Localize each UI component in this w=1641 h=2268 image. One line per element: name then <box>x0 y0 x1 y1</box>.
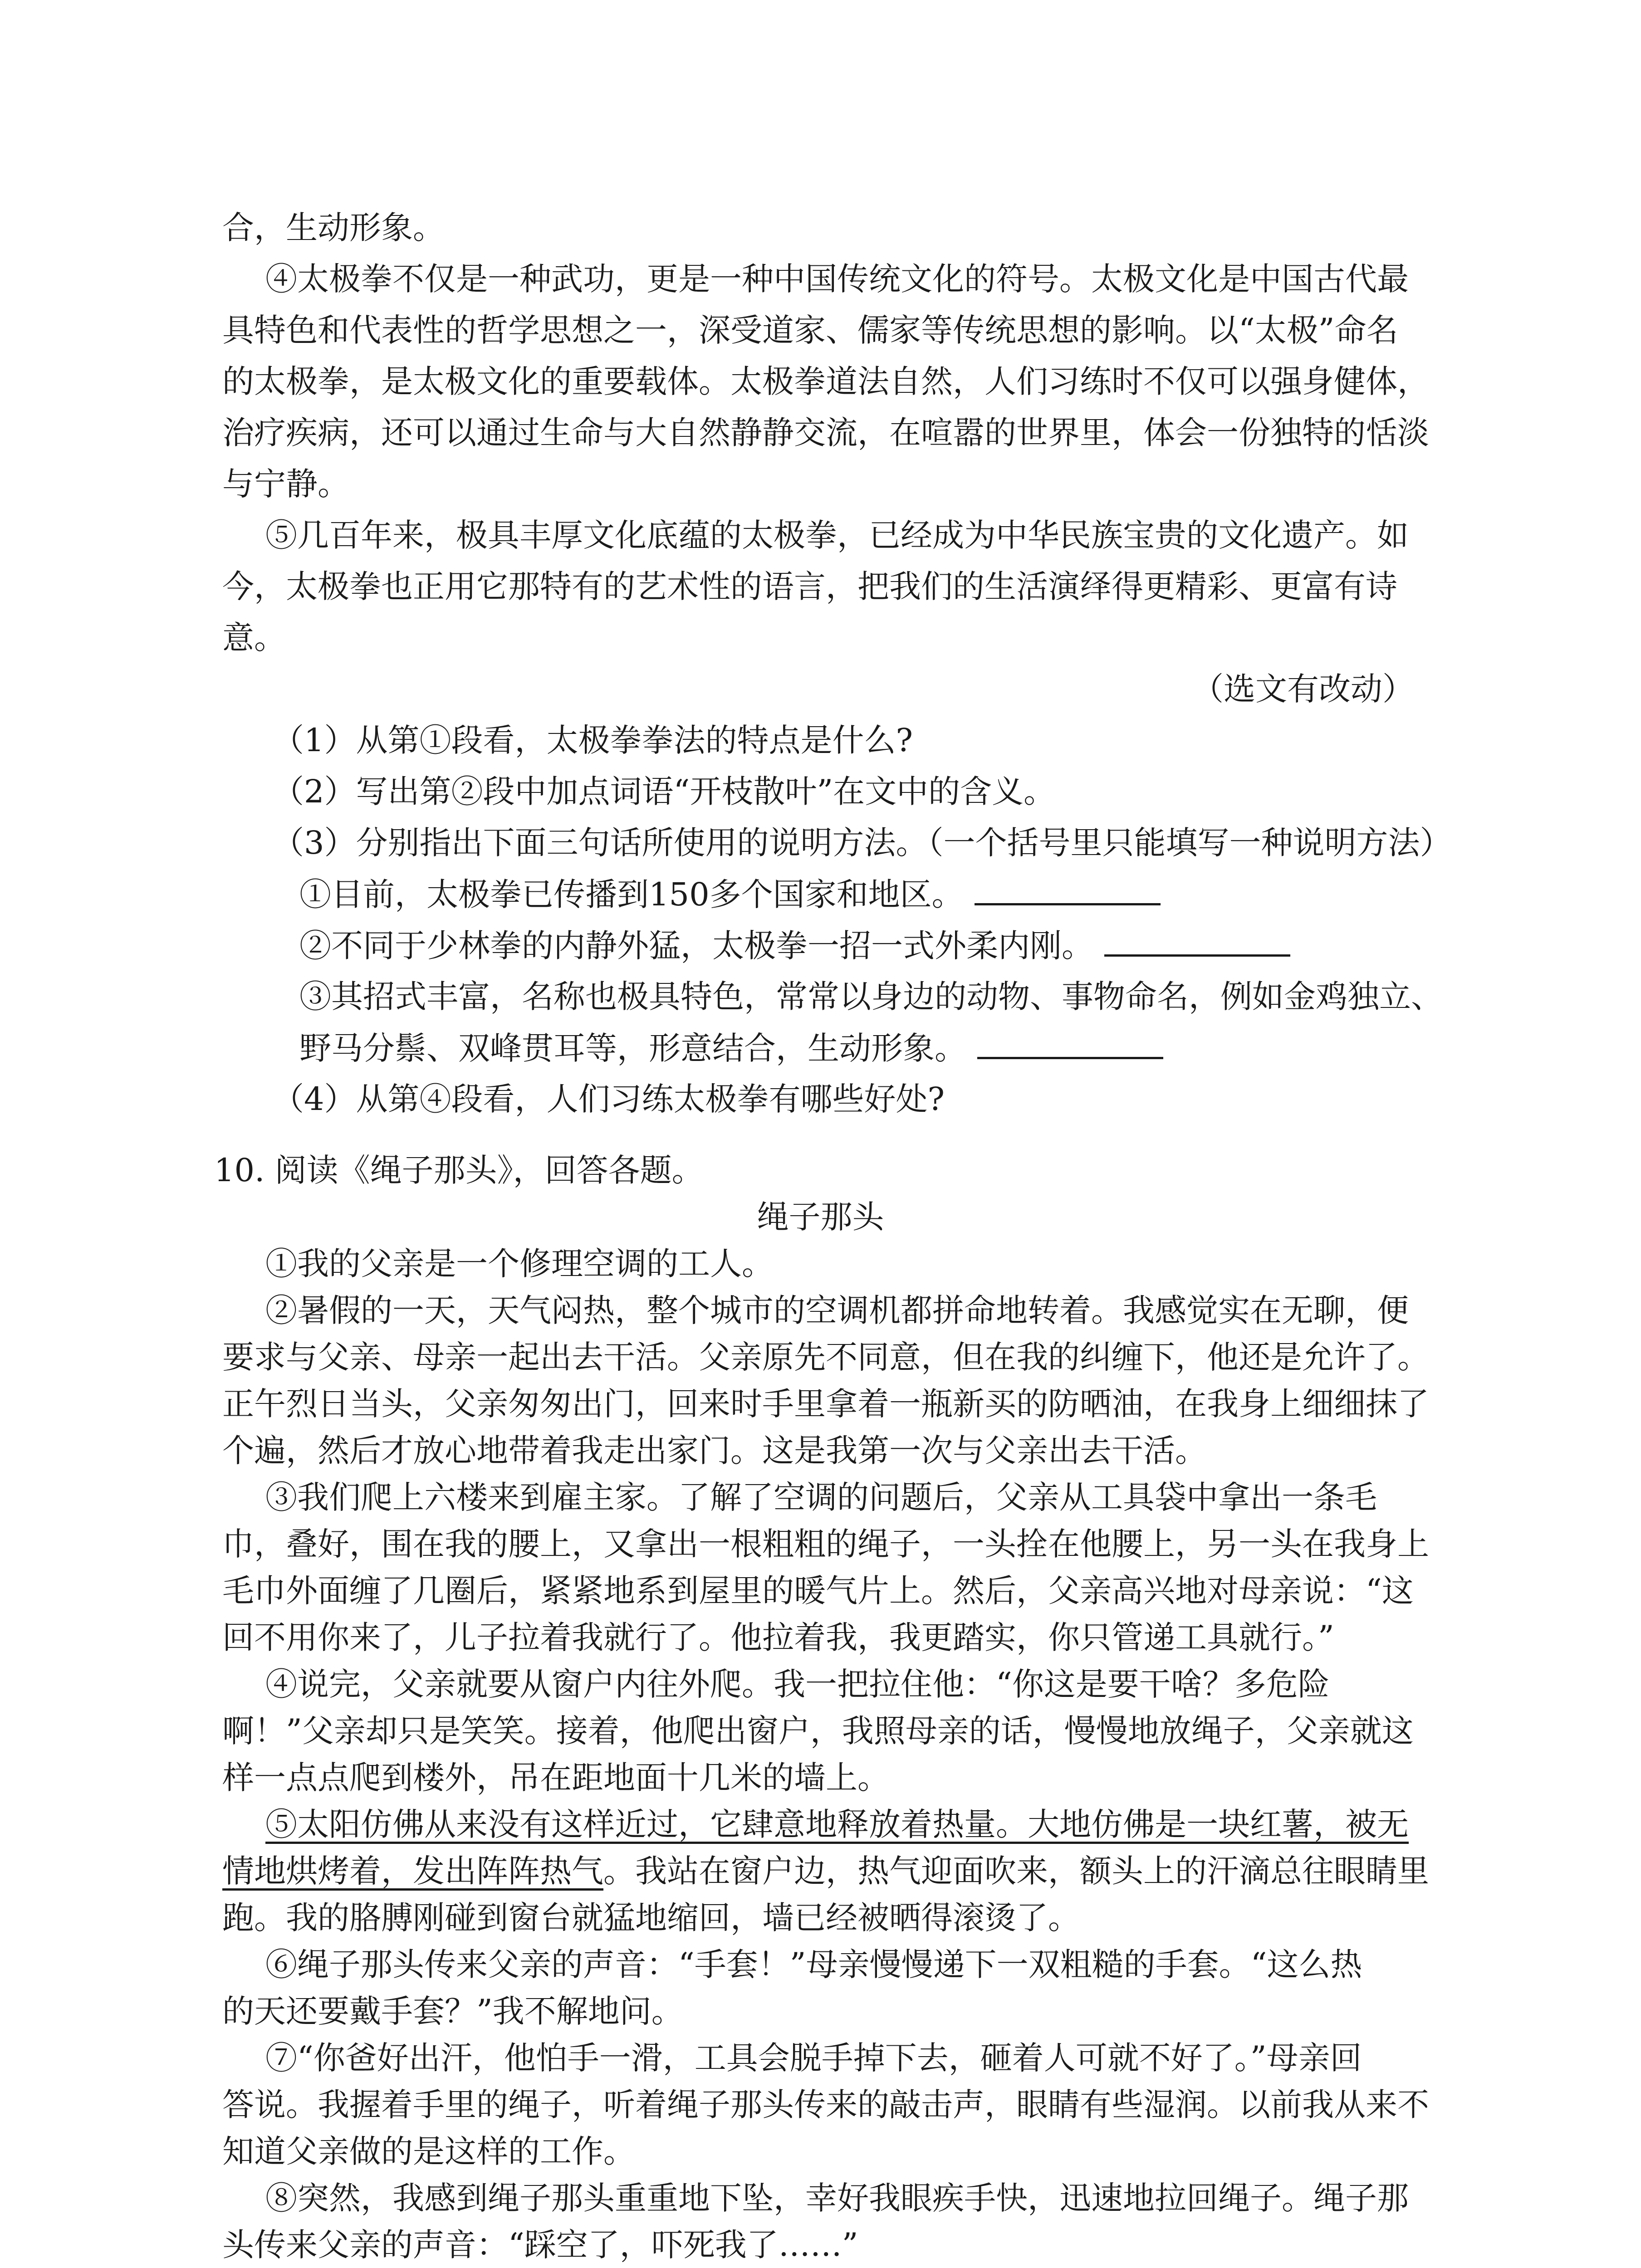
question-3-item-1 <box>0 871 1641 917</box>
question-10-number: 10. <box>214 1152 265 1189</box>
passage2-p6-line-2: 的天还要戴手套？”我不解地问。 <box>222 1993 683 2030</box>
question-3-item-3-cont <box>0 1025 1641 1070</box>
passage2-p6-line-1: ⑥绳子那头传来父亲的声音：“手套！”母亲慢慢递下一双粗糙的手套。“这么热 <box>265 1946 1362 1983</box>
passage2-line-8: 毛巾外面缠了几圈后，紧紧地系到屋里的暖气片上。然后，父亲高兴地对母亲说：“这 <box>222 1572 1414 1609</box>
passage2-p5-line-c: 跑。我的胳膊刚碰到窗台就猛地缩回，墙已经被晒得滚烫了。 <box>222 1899 1080 1936</box>
passage2-p7-line-2: 答说。我握着手里的绳子，听着绳子那头传来的敲击声，眼睛有些湿润。以前我从来不 <box>222 2086 1429 2123</box>
passage2-p7-line-1: ⑦“你爸好出汗，他怕手一滑，工具会脱手掉下去，砸着人可就不好了。”母亲回 <box>265 2039 1362 2077</box>
passage2-line-3: 要求与父亲、母亲一起出去干活。父亲原先不同意，但在我的纠缠下，他还是允许了。 <box>222 1339 1429 1376</box>
passage1-line-6: 与宁静。 <box>222 465 349 503</box>
passage1-line-7: ⑤几百年来，极具丰厚文化底蕴的太极拳，已经成为中华民族宝贵的文化遗产。如 <box>265 517 1409 554</box>
question-3: （3）分别指出下面三句话所使用的说明方法。（一个括号里只能填写一种说明方法） <box>272 824 1452 861</box>
question-3-item-2-text: ②不同于少林拳的内静外猛，太极拳一招一式外柔内刚。 <box>299 927 1093 964</box>
source-note: （选文有改动） <box>1192 670 1414 708</box>
question-1: （1）从第①段看，太极拳拳法的特点是什么? <box>272 722 913 759</box>
question-2: （2）写出第②段中加点词语“开枝散叶”在文中的含义。 <box>272 773 1056 810</box>
passage2-line-1: ①我的父亲是一个修理空调的工人。 <box>265 1245 774 1282</box>
passage2-line-7: 巾，叠好，围在我的腰上，又拿出一根粗粗的绳子，一头拴在他腰上，另一头在我身上 <box>222 1525 1429 1563</box>
passage2-p7-line-3: 知道父亲做的是这样的工作。 <box>222 2133 635 2170</box>
answer-blank-3[interactable] <box>977 1025 1163 1059</box>
question-3-item-1-text: ①目前，太极拳已传播到150多个国家和地区。 <box>299 876 964 913</box>
passage1-line-2: ④太极拳不仅是一种武功，更是一种中国传统文化的符号。太极文化是中国古代最 <box>265 260 1409 298</box>
question-3-item-3-cont-text: 野马分鬃、双峰贯耳等，形意结合，生动形象。 <box>299 1030 966 1067</box>
passage2-p8-line-1: ⑧突然，我感到绳子那头重重地下坠，幸好我眼疾手快，迅速地拉回绳子。绳子那 <box>265 2180 1409 2217</box>
passage2-line-12: 样一点点爬到楼外，吊在距地面十几米的墙上。 <box>222 1759 889 1796</box>
passage1-line-8: 今，太极拳也正用它那特有的艺术性的语言，把我们的生活演绎得更精彩、更富有诗 <box>222 568 1397 605</box>
question-10-prompt: 阅读《绳子那头》，回答各题。 <box>274 1152 704 1189</box>
p5-rest-text: 。我站在窗户边，热气迎面吹来，额头上的汗滴总往眼睛里 <box>603 1853 1429 1890</box>
passage2-line-10: ④说完，父亲就要从窗户内往外爬。我一把拉住他：“你这是要干啥？多危险 <box>265 1666 1330 1703</box>
answer-blank-1[interactable] <box>975 871 1161 905</box>
passage1-line-9: 意。 <box>222 619 286 656</box>
passage1-line-1: 合，生动形象。 <box>222 209 445 246</box>
answer-blank-2[interactable] <box>1104 923 1290 957</box>
passage2-line-11: 啊！”父亲却只是笑笑。接着，他爬出窗户，我照母亲的话，慢慢地放绳子，父亲就这 <box>222 1712 1414 1750</box>
passage2-line-2: ②暑假的一天，天气闷热，整个城市的空调机都拼命地转着。我感觉实在无聊，便 <box>265 1292 1409 1329</box>
question-10-header <box>0 1148 1641 1193</box>
passage1-line-4: 的太极拳，是太极文化的重要载体。太极拳道法自然，人们习练时不仅可以强身健体， <box>222 363 1429 400</box>
passage2-line-6: ③我们爬上六楼来到雇主家。了解了空调的问题后，父亲从工具袋中拿出一条毛 <box>265 1479 1377 1516</box>
underlined-sentence-a: ⑤太阳仿佛从来没有这样近过，它肆意地释放着热量。大地仿佛是一块红薯，被无 <box>265 1806 1409 1843</box>
passage2-p8-line-2: 头传来父亲的声音：“踩空了，吓死我了……” <box>222 2226 858 2263</box>
passage2-p5-line-a <box>0 1802 1641 1847</box>
passage2-line-5: 个遍，然后才放心地带着我走出家门。这是我第一次与父亲出去干活。 <box>222 1432 1207 1469</box>
passage2-line-9: 回不用你来了，儿子拉着我就行了。他拉着我，我更踏实，你只管递工具就行。” <box>222 1619 1334 1656</box>
passage1-line-3: 具特色和代表性的哲学思想之一，深受道家、儒家等传统思想的影响。以“太极”命名 <box>222 312 1398 349</box>
passage2-title: 绳子那头 <box>757 1198 884 1236</box>
passage2-p5-line-b <box>0 1848 1641 1894</box>
passage2-line-4: 正午烈日当头，父亲匆匆出门，回来时手里拿着一瓶新买的防晒油，在我身上细细抹了 <box>222 1385 1429 1422</box>
question-3-item-2 <box>0 923 1641 968</box>
passage1-line-5: 治疗疾病，还可以通过生命与大自然静静交流，在喧嚣的世界里，体会一份独特的恬淡 <box>222 414 1429 451</box>
question-4: （4）从第④段看，人们习练太极拳有哪些好处? <box>272 1080 945 1118</box>
question-3-item-3: ③其招式丰富，名称也极具特色，常常以身边的动物、事物命名，例如金鸡独立、 <box>299 978 1443 1015</box>
underlined-sentence-b: 情地烘烤着，发出阵阵热气 <box>222 1853 603 1890</box>
